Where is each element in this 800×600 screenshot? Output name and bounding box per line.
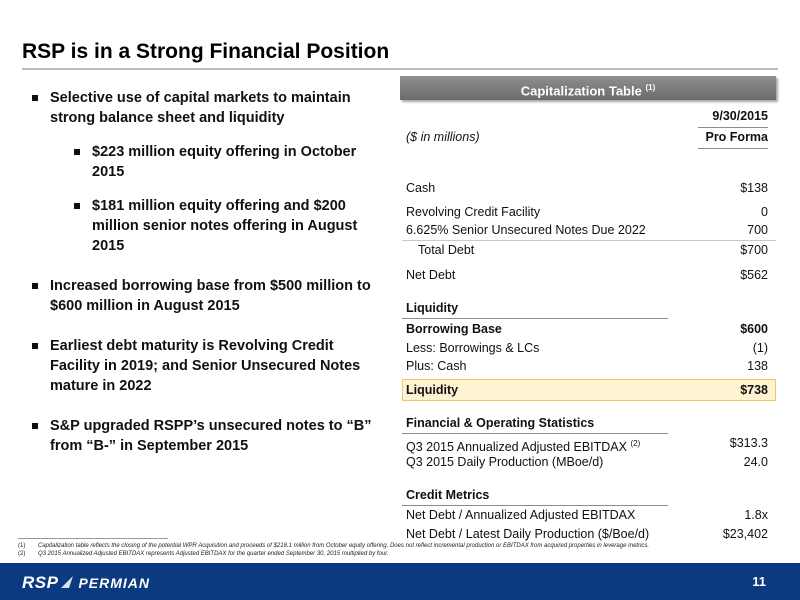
square-bullet-icon bbox=[74, 149, 80, 155]
table-row-nd-production: Net Debt / Latest Daily Production ($/Boe/d) $23,402 bbox=[406, 527, 768, 541]
capitalization-table bbox=[400, 76, 776, 541]
square-bullet-icon bbox=[32, 95, 38, 101]
table-row-total-debt: Total Debt $700 bbox=[418, 243, 768, 257]
units-row bbox=[400, 129, 776, 146]
table-divider bbox=[402, 240, 776, 241]
bullet-item bbox=[32, 336, 377, 396]
table-row-nd-ebitdax: Net Debt / Annualized Adjusted EBITDAX 1.8x bbox=[406, 508, 768, 522]
table-row-cash: Cash $138 bbox=[406, 181, 768, 195]
footnote: (2) Q3 2015 Annualized Adjusted EBITDAX represents Adjusted EBITDAX for the quarter ended September 30, 2015 multiplied by four. bbox=[18, 551, 389, 557]
title-divider bbox=[22, 68, 778, 70]
square-bullet-icon bbox=[32, 343, 38, 349]
section-underline bbox=[402, 318, 668, 319]
bullet-text: Earliest debt maturity is Revolving Credit Facility in 2019; and Senior Unsecured Notes mature in 2022 bbox=[50, 338, 361, 394]
column-header-underline bbox=[698, 148, 768, 149]
square-bullet-icon bbox=[74, 203, 80, 209]
units-label: ($ in millions) bbox=[406, 130, 480, 144]
section-underline bbox=[402, 505, 668, 506]
page-number: 11 bbox=[752, 574, 766, 589]
cap-table-header bbox=[400, 76, 776, 100]
column-date-header: 9/30/2015 bbox=[712, 109, 768, 123]
table-row-revolver: Revolving Credit Facility 0 bbox=[406, 205, 768, 219]
bullet-item bbox=[32, 416, 377, 456]
table-row-senior-notes: 6.625% Senior Unsecured Notes Due 2022 700 bbox=[406, 223, 768, 237]
bullet-item bbox=[32, 276, 377, 316]
column-header-divider bbox=[698, 127, 768, 128]
table-row-daily-production: Q3 2015 Daily Production (MBoe/d) 24.0 bbox=[406, 455, 768, 469]
square-bullet-icon bbox=[32, 283, 38, 289]
bullet-item bbox=[32, 88, 377, 128]
bullet-text: $223 million equity offering in October 2015 bbox=[92, 144, 357, 180]
footnotes bbox=[18, 542, 649, 558]
table-row-net-debt: Net Debt $562 bbox=[406, 268, 768, 282]
table-row-liquidity: Liquidity $738 bbox=[406, 383, 768, 397]
sub-bullet-item bbox=[74, 142, 377, 182]
footnote-divider bbox=[18, 538, 168, 539]
footnote: (1) Capitalization table reflects the closing of the potential WPR Acquisition and proceeds of $218.1 million from October equity offering. Does not reflect incremental production or EBITDAX from acquired properties in leverage metrics. bbox=[18, 543, 650, 549]
section-header-fin-op: Financial & Operating Statistics bbox=[406, 416, 595, 430]
rsp-permian-logo: RSP PERMIAN bbox=[22, 573, 151, 592]
table-row-less-borrowings: Less: Borrowings & LCs (1) bbox=[406, 341, 768, 355]
table-row-borrowing-base: Borrowing Base $600 bbox=[406, 322, 768, 336]
square-bullet-icon bbox=[32, 423, 38, 429]
section-underline bbox=[402, 433, 668, 434]
section-header-liquidity: Liquidity bbox=[406, 301, 459, 315]
footer-bar bbox=[0, 563, 800, 600]
bullet-text: Increased borrowing base from $500 million to $600 million in August 2015 bbox=[50, 278, 371, 314]
cap-table-title-note: (1) bbox=[645, 83, 656, 92]
bullet-text: $181 million equity offering and $200 million senior notes offering in August 2015 bbox=[92, 198, 358, 254]
slide-title: RSP is in a Strong Financial Position bbox=[22, 40, 390, 63]
logo-swoosh-icon bbox=[60, 575, 74, 589]
bullet-list bbox=[32, 88, 377, 456]
bullet-text: S&P upgraded RSPP’s unsecured notes to “B” from “B-” in September 2015 bbox=[50, 418, 372, 454]
bullet-text: Selective use of capital markets to maintain strong balance sheet and liquidity bbox=[50, 90, 351, 126]
section-header-credit: Credit Metrics bbox=[406, 488, 490, 502]
table-row-ebitdax: Q3 2015 Annualized Adjusted EBITDAX $^{(2)}$ $313.3 bbox=[406, 436, 768, 455]
column-basis-header: Pro Forma bbox=[705, 130, 768, 144]
cap-table-title: Capitalization Table bbox=[520, 83, 642, 99]
table-row-plus-cash: Plus: Cash 138 bbox=[406, 359, 768, 373]
sub-bullet-item bbox=[74, 196, 377, 256]
